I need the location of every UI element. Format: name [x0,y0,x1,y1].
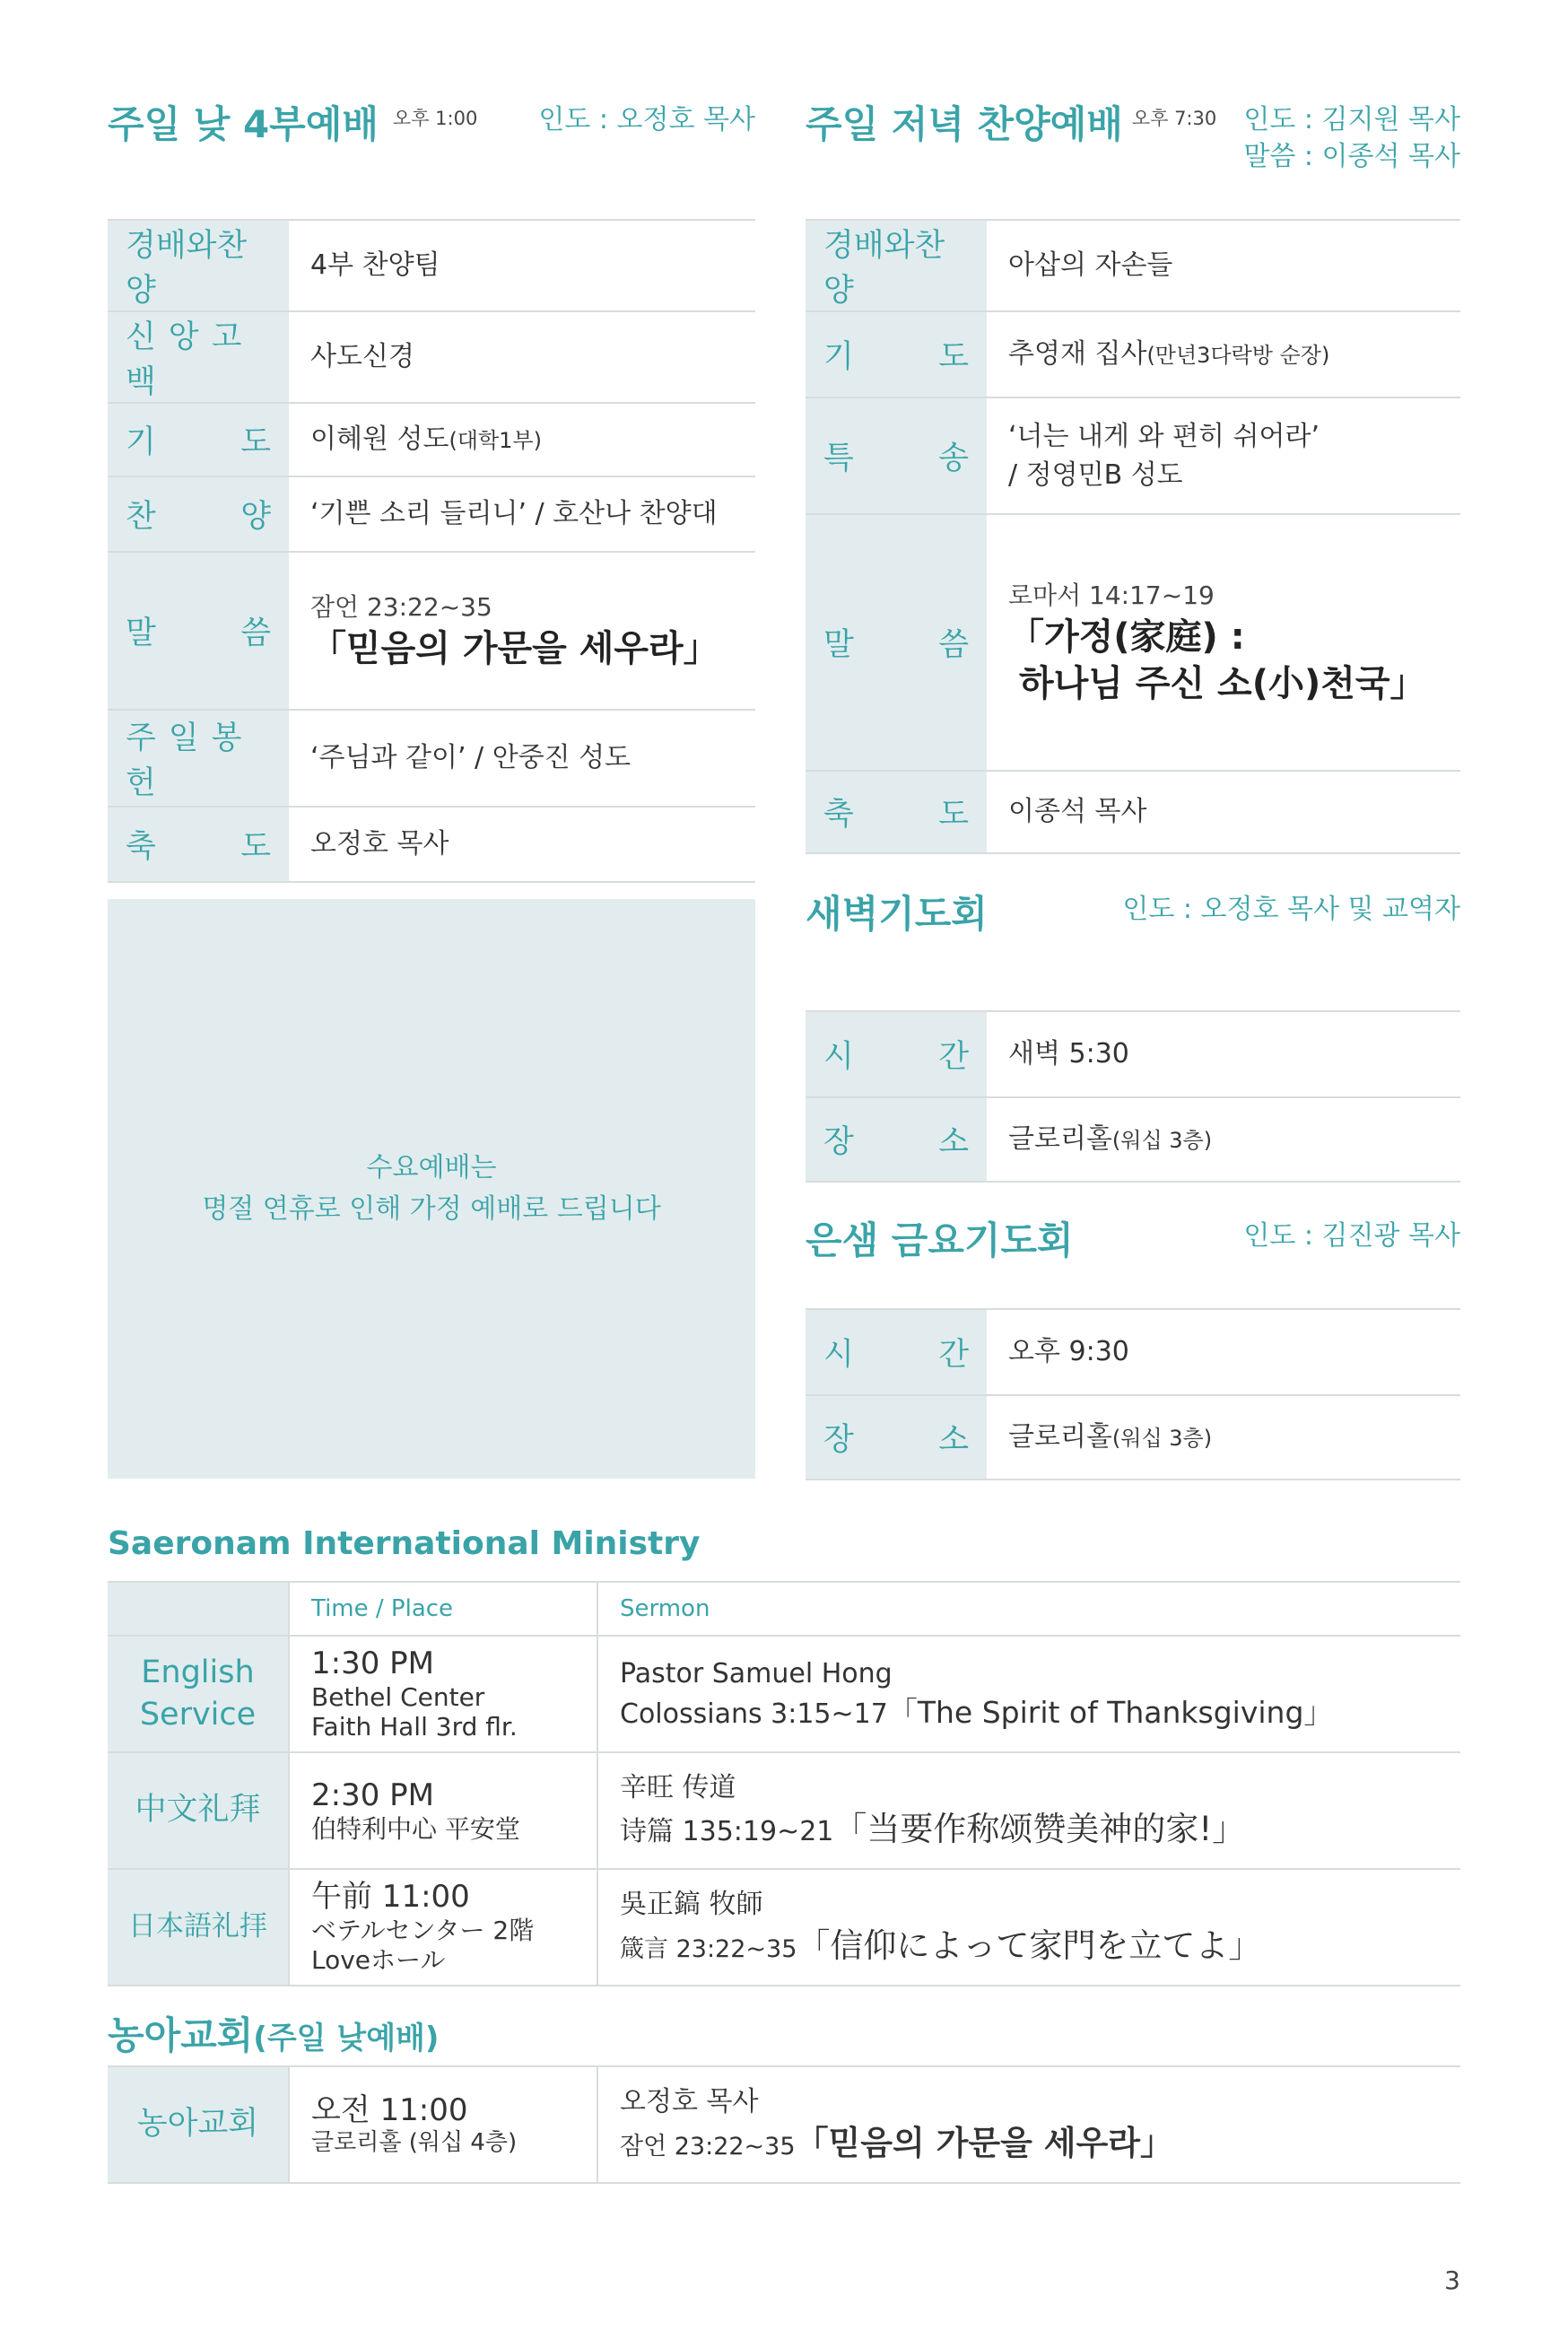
table-row [806,1395,1460,1480]
row-label [108,403,289,476]
value-small: (대학1부) [449,428,542,454]
page-number: 3 [1444,2266,1460,2295]
sermon-title: 하나님 주신 소(小)천국」 [1019,663,1426,705]
evening-title [806,102,1217,146]
label-char: 간 [938,1337,969,1373]
label-char: 축 [126,829,156,865]
sunday4-title [108,102,478,146]
label-line: Service [139,1697,257,1733]
time-place-cell [289,1869,597,1986]
table-row [108,1869,1460,1986]
row-label: 농아교회 [108,2066,289,2183]
table-row [806,1309,1460,1395]
row-value: ‘기쁜 소리 들리니’ / 호산나 찬양대 [289,476,755,552]
evening-leaders [1243,102,1460,175]
label-char: 말 [126,615,156,651]
row-value: 아삽의 자손들 [987,220,1460,311]
label-line: 日本語礼拝 [128,1910,267,1943]
sermon-line [620,1924,1460,1969]
row-value [987,1395,1460,1480]
row-label [806,771,987,853]
row-label [806,311,987,397]
label-text: 경배와찬양 [126,228,248,309]
table-row [806,311,1460,397]
sermon-line [620,2121,1460,2166]
sermon-reference: 诗篇 135:19~21 [620,1816,834,1848]
deaf-title [108,2006,439,2060]
service-place: 글로리홀 (워십 4층) [311,2128,518,2156]
header-time-place: Time / Place [289,1582,597,1636]
row-label [806,1395,987,1480]
row-value: 새벽 5:30 [987,1011,1460,1097]
dawn-leader: 인도 : 오정호 목사 및 교역자 [1122,894,1460,925]
deaf-subtitle: (주일 낮예배) [253,2021,440,2056]
preacher: 吳正鎬 牧師 [620,1889,763,1921]
row-value: ‘주님과 같이’ / 안중진 성도 [289,710,755,807]
table-row [806,771,1460,853]
row-label [806,397,987,514]
table-row [806,1011,1460,1097]
table-header-row [108,1582,1460,1636]
table-row [108,403,755,476]
label-char: 특 [823,441,854,476]
service-time: 2:30 PM [311,1777,434,1813]
value-main: 글로리홀 [1008,1421,1112,1454]
value-small: (워십 3층) [1111,1128,1213,1154]
service-place: Loveホール [311,1945,446,1976]
row-value [289,403,755,476]
evening-time: 오후 7:30 [1131,108,1217,129]
row-label [806,1011,987,1097]
row-value [289,552,755,710]
time-place-cell [289,1636,597,1752]
service-place: 伯特利中心 平安堂 [311,1813,520,1844]
sermon-title: 「当要作称颂赞美神的家!」 [833,1810,1246,1849]
value-main: 글로리홀 [1008,1123,1112,1156]
sunday4-time: 오후 1:00 [392,108,478,129]
row-label [108,807,289,882]
row-value [987,1097,1460,1182]
row-value: 이종석 목사 [987,771,1460,853]
label-char: 송 [938,441,969,476]
table-row [806,514,1460,771]
row-value: 4부 찬양팀 [289,220,755,311]
label-char: 도 [938,339,969,375]
label-line: 中文礼拜 [135,1792,261,1829]
time-place-cell [289,2066,597,2183]
time-place-cell [289,1752,597,1869]
sermon-reference: 잠언 23:22~35 [310,591,492,622]
label-char: 도 [240,424,271,460]
notice-line: 명절 연휴로 인해 가정 예배로 드립니다 [202,1193,661,1225]
sermon-cell [597,1869,1460,1986]
dawn-table [806,1010,1460,1183]
dawn-title: 새벽기도회 [806,892,988,936]
row-value: 오정호 목사 [289,807,755,882]
label-char: 시 [823,1039,854,1075]
label-char: 축 [823,797,854,833]
sermon-title: 「The Spirit of Thanksgiving」 [887,1694,1334,1730]
table-row [108,807,755,882]
row-label [108,1869,289,1986]
table-row [806,397,1460,514]
label-char: 말 [823,627,854,663]
sermon-cell [597,1636,1460,1752]
row-value [987,514,1460,771]
international-title: Saeronam International Ministry [108,1525,701,1562]
service-time: 오전 11:00 [311,2092,468,2128]
evening-preacher: 말씀 : 이종석 목사 [1243,140,1460,172]
row-label [108,1636,289,1752]
service-time: 午前 11:00 [311,1879,470,1915]
sunday4-title-text: 주일 낮 4부예배 [108,102,379,146]
label-text: 경배와찬양 [823,228,945,309]
row-label [806,1097,987,1182]
sermon-title: 「믿음의 가문을 세우라」 [795,2124,1173,2163]
service-time: 1:30 PM [311,1646,434,1681]
preacher: 오정호 목사 [620,2086,759,2118]
row-value: 오후 9:30 [987,1309,1460,1395]
label-char: 장 [823,1124,854,1160]
preacher: 辛旺 传道 [620,1772,736,1804]
friday-title: 은샘 금요기도회 [806,1218,1074,1262]
table-row [108,311,755,403]
sunday4-leader: 인도 : 오정호 목사 [538,104,755,135]
preacher: Pastor Samuel Hong [620,1657,893,1689]
label-char: 양 [240,499,271,535]
sermon-reference: 잠언 23:22~35 [620,2133,796,2161]
sermon-line [620,1693,1460,1733]
sermon-title: 「信仰によって家門を立てよ」 [797,1926,1262,1966]
deaf-table [108,2065,1460,2184]
row-value [987,311,1460,397]
value-small: (워십 3층) [1111,1426,1213,1452]
wednesday-notice [108,899,755,1479]
label-line: English [141,1654,255,1690]
row-value [987,397,1460,514]
row-value: 사도신경 [289,311,755,403]
table-row [108,1752,1460,1869]
table-row [806,1097,1460,1182]
table-row [108,1636,1460,1752]
service-place: Bethel Center [311,1681,485,1712]
deaf-title-text: 농아교회 [108,2013,254,2057]
sunday4-table [108,219,755,883]
sermon-reference: Colossians 3:15~17 [620,1698,888,1730]
notice-line: 수요예배는 [366,1151,497,1183]
sermon-title: 「가정(家庭) : [1008,616,1245,659]
sermon-title: 「믿음의 가문을 세우라」 [310,628,719,670]
row-label [108,476,289,552]
label-text: 주일봉헌 [126,720,255,801]
service-place: Faith Hall 3rd flr. [311,1712,518,1742]
table-row [108,552,755,710]
evening-title-text: 주일 저녁 찬양예배 [806,102,1123,146]
row-label [108,220,289,311]
value-line: / 정영민B 성도 [1008,459,1183,491]
row-label [108,1752,289,1869]
row-label [806,514,987,771]
header-blank [108,1582,289,1636]
sermon-reference: 로마서 14:17~19 [1008,580,1215,610]
label-char: 기 [823,339,854,375]
table-row [806,220,1460,311]
value-main: 이혜원 성도 [310,423,449,456]
friday-leader: 인도 : 김진광 목사 [1243,1220,1460,1252]
label-char: 도 [240,829,271,865]
table-row [108,2066,1460,2183]
label-char: 기 [126,424,156,460]
sermon-cell [597,2066,1460,2183]
header-sermon: Sermon [597,1582,1460,1636]
label-char: 시 [823,1337,854,1373]
table-row [108,710,755,807]
international-table [108,1581,1460,1986]
value-small: (만년3다락방 순장) [1146,343,1330,369]
sermon-line [620,1807,1460,1852]
table-row [108,476,755,552]
friday-table [806,1308,1460,1480]
value-line: ‘너는 내게 와 편히 쉬어라’ [1008,420,1320,452]
sermon-cell [597,1752,1460,1869]
label-char: 간 [938,1039,969,1075]
table-row [108,220,755,311]
label-char: 씀 [938,627,969,663]
label-char: 장 [823,1422,854,1458]
service-place: ベテルセンター 2階 [311,1915,535,1945]
label-char: 씀 [240,615,271,651]
row-label [806,1309,987,1395]
row-label [108,311,289,403]
row-label [806,220,987,311]
evening-leader: 인도 : 김지원 목사 [1243,104,1460,135]
row-label [108,710,289,807]
row-label [108,552,289,710]
label-char: 도 [938,797,969,833]
evening-table [806,219,1460,854]
sermon-reference: 箴言 23:22~35 [620,1935,797,1964]
label-char: 소 [938,1124,969,1160]
label-text: 신앙고백 [126,319,255,400]
value-main: 추영재 집사 [1008,338,1147,371]
label-char: 찬 [126,499,156,535]
label-char: 소 [938,1422,969,1458]
